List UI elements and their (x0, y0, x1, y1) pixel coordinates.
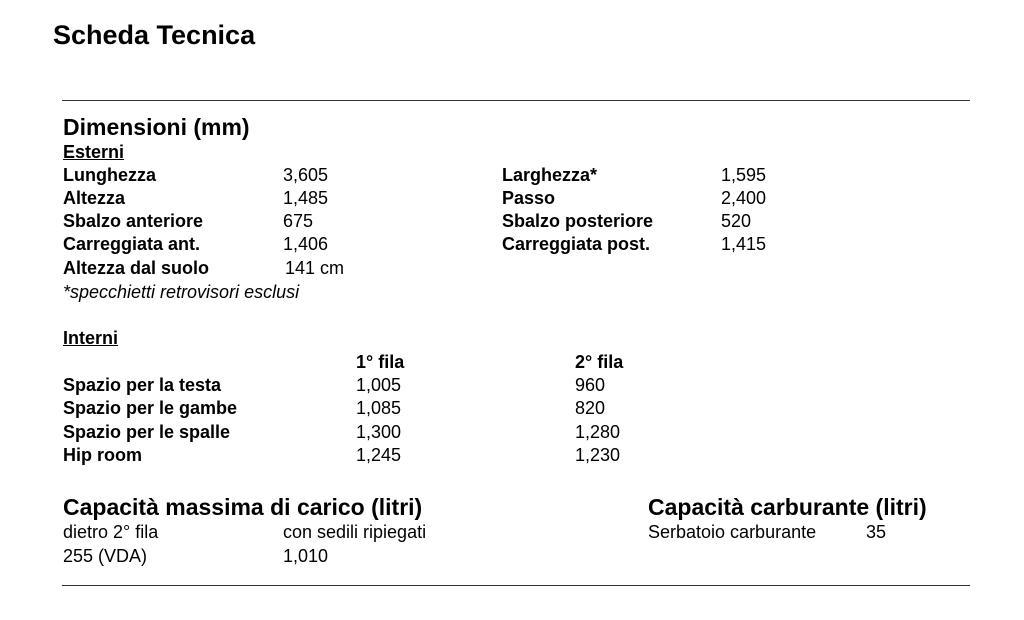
interior-value: 960 (575, 375, 606, 395)
interior-value: 1,085 (356, 398, 402, 418)
spec-value: 141 cm (285, 258, 345, 278)
cargo-heading: Capacità massima di carico (litri) (63, 494, 423, 520)
spec-label: Lunghezza (63, 165, 156, 185)
fuel-value: 35 (866, 522, 887, 542)
interior-value: 1,230 (575, 445, 621, 465)
spec-value: 1,406 (283, 234, 329, 254)
interior-label: Spazio per le spalle (63, 422, 231, 442)
spec-label: Sbalzo anteriore (63, 211, 204, 231)
exterior-heading: Esterni (63, 142, 125, 162)
interior-label: Spazio per le gambe (63, 398, 238, 418)
spec-value: 1,415 (721, 234, 767, 254)
spec-value: 1,485 (283, 188, 329, 208)
bottom-divider (62, 585, 970, 586)
mirrors-note: *specchietti retrovisori esclusi (63, 282, 300, 302)
interior-value: 820 (575, 398, 606, 418)
interior-value: 1,280 (575, 422, 621, 442)
spec-label: Sbalzo posteriore (502, 211, 654, 231)
dimensions-heading: Dimensioni (mm) (63, 114, 250, 140)
interior-label: Spazio per la testa (63, 375, 222, 395)
interior-heading: Interni (63, 328, 119, 348)
spec-label: Passo (502, 188, 556, 208)
interior-value: 1,005 (356, 375, 402, 395)
fuel-heading: Capacità carburante (litri) (648, 494, 927, 520)
spec-label: Altezza (63, 188, 126, 208)
cargo-col2-header: con sedili ripiegati (283, 522, 427, 542)
spec-label: Altezza dal suolo (63, 258, 210, 278)
spec-value: 2,400 (721, 188, 767, 208)
spec-value: 1,595 (721, 165, 767, 185)
top-divider (62, 100, 970, 101)
spec-label: Carreggiata ant. (63, 234, 201, 254)
interior-col-header: 1° fila (356, 352, 405, 372)
interior-value: 1,300 (356, 422, 402, 442)
cargo-col1-header: dietro 2° fila (63, 522, 159, 542)
interior-label: Hip room (63, 445, 142, 465)
interior-col-header: 2° fila (575, 352, 624, 372)
spec-label: Carreggiata post. (502, 234, 651, 254)
page-title: Scheda Tecnica (53, 20, 256, 50)
spec-value: 520 (721, 211, 752, 231)
cargo-col1-value: 255 (VDA) (63, 546, 148, 566)
spec-label: Larghezza* (502, 165, 598, 185)
fuel-label: Serbatoio carburante (648, 522, 817, 542)
spec-value: 3,605 (283, 165, 329, 185)
cargo-col2-value: 1,010 (283, 546, 329, 566)
spec-value: 675 (283, 211, 314, 231)
interior-value: 1,245 (356, 445, 402, 465)
